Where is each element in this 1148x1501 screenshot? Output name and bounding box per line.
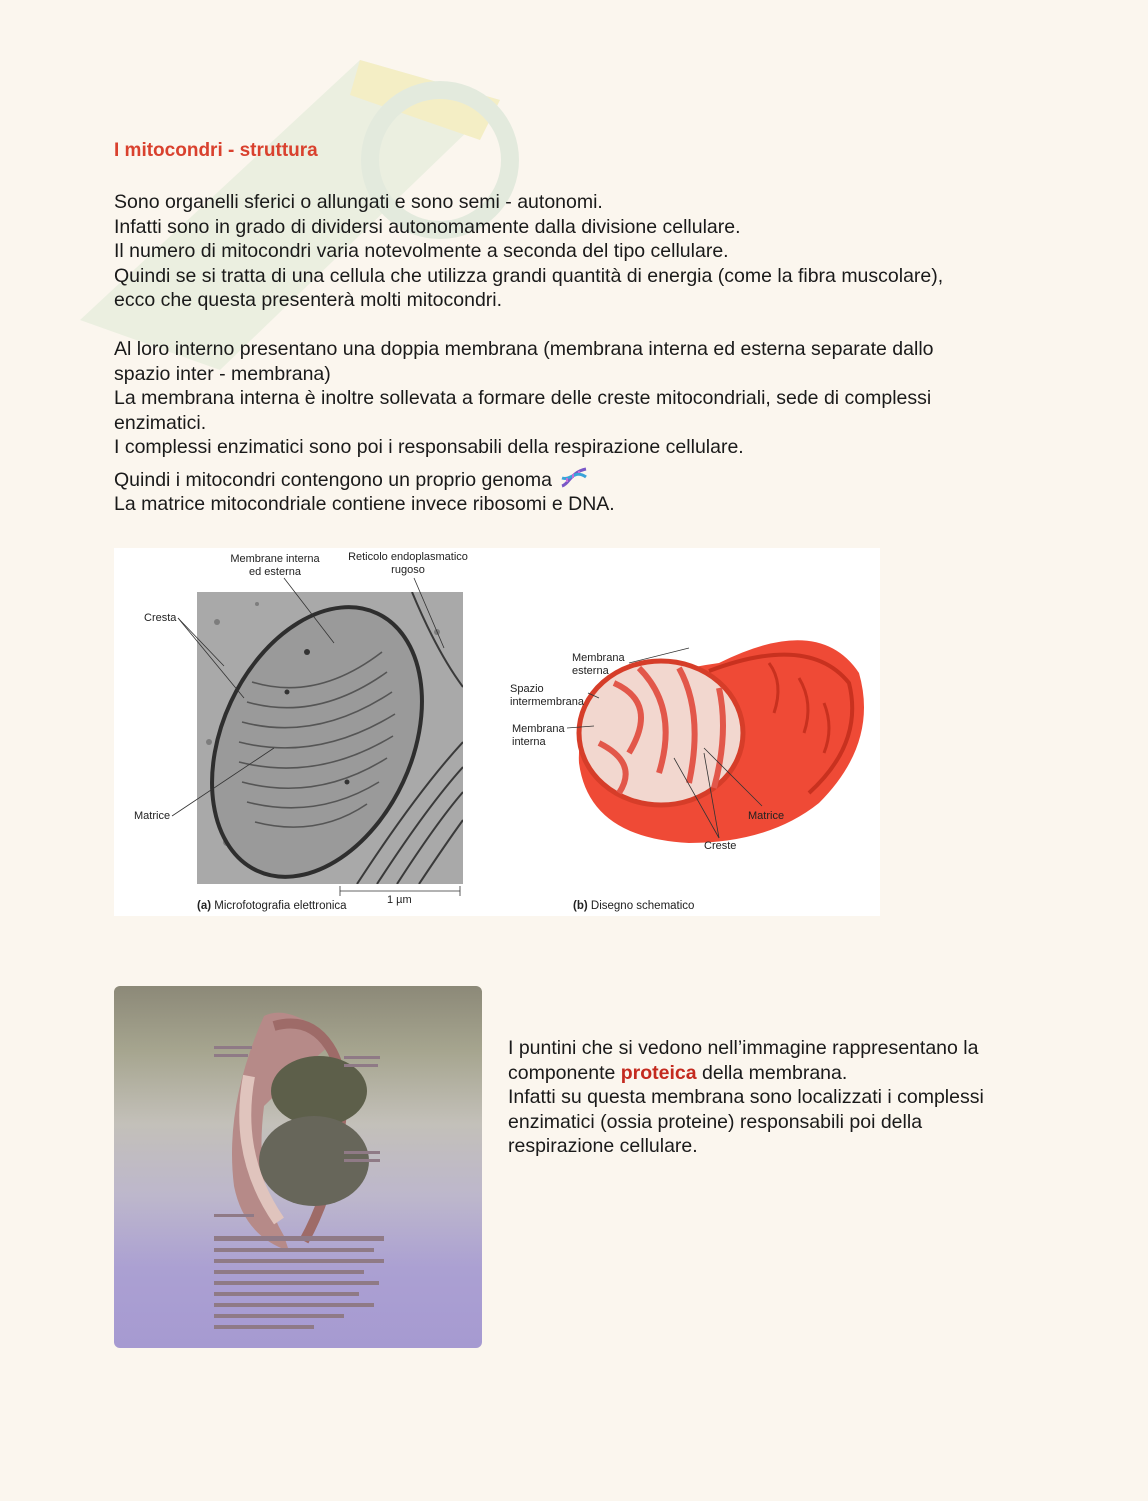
text-line: I complessi enzimatici sono poi i responsabili della respirazione cellulare.	[114, 436, 744, 458]
caption-text: Microfotografia elettronica	[214, 900, 347, 912]
mitochondrion-figure	[114, 548, 880, 916]
label-membrana-interna	[512, 723, 565, 749]
dna-icon	[559, 466, 589, 490]
text-line: I puntini che si vedono nell’immagine rappresentano la	[508, 1037, 979, 1059]
label-line: esterna	[572, 665, 609, 677]
scale-label: 1 µm	[387, 894, 412, 906]
label-line: Spazio	[510, 683, 544, 695]
label-line: rugoso	[391, 564, 425, 576]
text-line-with-accent	[508, 1061, 1048, 1086]
text-line: La membrana interna è inoltre sollevata a formare delle creste mitocondriali, sede di complessi	[114, 387, 932, 409]
caption-b	[573, 900, 694, 912]
slide-explanation	[508, 1036, 1048, 1159]
intro-paragraph	[114, 190, 1014, 313]
label-line: interna	[512, 736, 546, 748]
text-line: respirazione cellulare.	[508, 1135, 698, 1157]
text-line: Il numero di mitocondri varia notevolmente a seconda del tipo cellulare.	[114, 240, 729, 262]
structure-paragraph	[114, 337, 1014, 517]
label-line: Membrana	[512, 723, 565, 735]
caption-a	[197, 900, 347, 912]
label-line: ed esterna	[249, 566, 301, 578]
caption-letter: (a)	[197, 900, 212, 912]
accent-word: proteica	[620, 1061, 697, 1084]
label-reticolo	[340, 551, 476, 577]
text-line: Quindi se si tratta di una cellula che utilizza grandi quantità di energia (come la fibra muscolare),	[114, 264, 944, 287]
label-cresta: Cresta	[144, 612, 177, 624]
text-line: Al loro interno presentano una doppia membrana (membrana interna ed esterna separate dallo	[114, 338, 934, 360]
label-membrana-esterna	[572, 652, 625, 678]
text-line: spazio inter - membrana)	[114, 362, 331, 385]
label-matrice-left: Matrice	[134, 810, 171, 822]
text-fragment: componente	[508, 1061, 621, 1084]
electron-micrograph	[197, 592, 463, 884]
label-line: Membrana	[572, 652, 625, 664]
label-spazio-intermembrana	[510, 683, 584, 709]
text-line: enzimatici.	[114, 411, 207, 434]
label-line: Membrane interna	[230, 553, 320, 565]
label-matrice-right: Matrice	[748, 810, 785, 822]
slide-photo	[114, 986, 482, 1348]
slide-photo-drawing	[114, 986, 482, 1348]
text-line: enzimatici (ossia proteine) responsabili poi della	[508, 1110, 923, 1133]
genome-line	[114, 466, 1014, 493]
text-line: ecco che questa presenterà molti mitocondri.	[114, 289, 503, 311]
text-fragment: della membrana.	[696, 1061, 848, 1084]
label-line: Reticolo endoplasmatico	[348, 551, 468, 563]
text-line: Quindi i mitocondri contengono un proprio genoma	[114, 468, 552, 491]
text-line: Infatti sono in grado di dividersi autonomamente dalla divisione cellulare.	[114, 215, 741, 238]
label-creste: Creste	[704, 840, 737, 852]
text-line: La matrice mitocondriale contiene invece ribosomi e DNA.	[114, 493, 615, 515]
caption-text: Disegno schematico	[590, 900, 695, 912]
page-title: I mitocondri - struttura	[114, 140, 318, 161]
label-membrane-interna-esterna	[222, 553, 328, 579]
text-line: Sono organelli sferici o allungati e sono semi - autonomi.	[114, 191, 603, 213]
label-line: intermembrana	[510, 696, 584, 708]
caption-letter: (b)	[573, 900, 588, 912]
text-line: Infatti su questa membrana sono localizzati i complessi	[508, 1086, 984, 1108]
